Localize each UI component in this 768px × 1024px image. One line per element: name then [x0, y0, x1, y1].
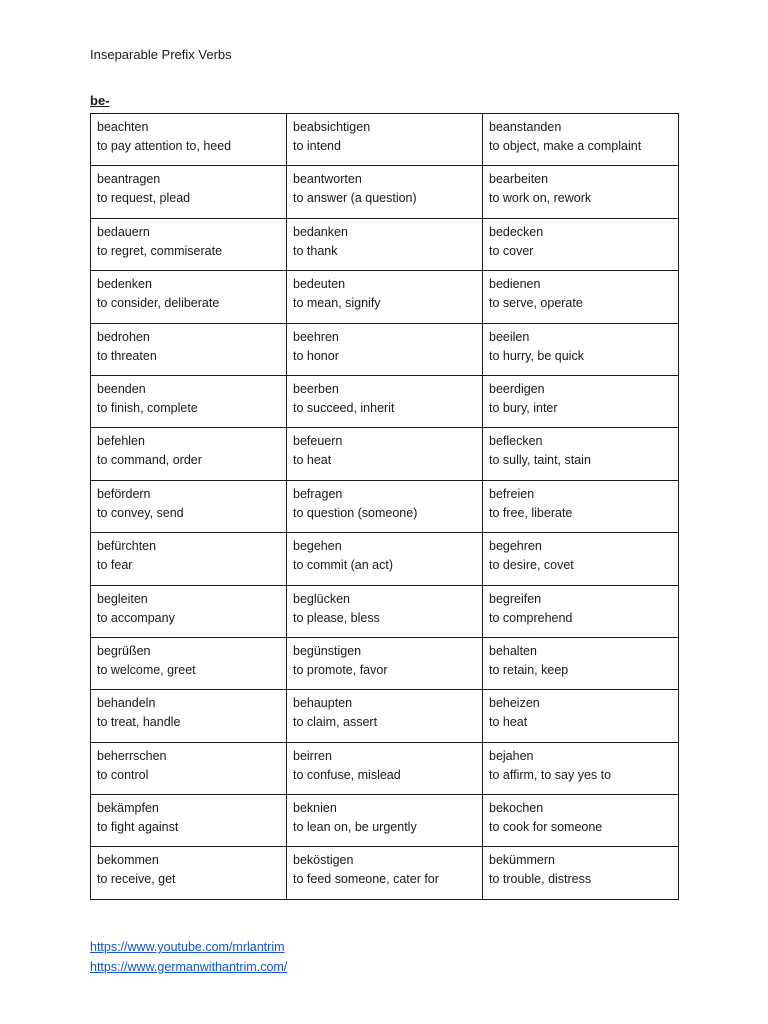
- english-meaning: to mean, signify: [293, 296, 381, 311]
- verb-cell: [91, 847, 287, 899]
- verb-cell: [483, 375, 679, 427]
- german-verb: beachten: [97, 120, 149, 134]
- english-meaning: to treat, handle: [97, 715, 181, 730]
- verb-cell: [91, 114, 287, 166]
- german-verb: begreifen: [489, 591, 542, 606]
- english-meaning: to claim, assert: [293, 715, 378, 730]
- german-verb: befehlen: [97, 434, 145, 449]
- verb-cell: [91, 690, 287, 742]
- german-verb: beenden: [97, 381, 146, 396]
- verb-cell: [483, 637, 679, 689]
- english-meaning: to free, liberate: [489, 505, 573, 520]
- verb-cell: [91, 428, 287, 480]
- verb-cell: [287, 585, 483, 637]
- german-verb: beantragen: [97, 172, 161, 187]
- verb-cell: [91, 742, 287, 794]
- english-meaning: to receive, get: [97, 872, 176, 887]
- german-verb: befeuern: [293, 434, 343, 449]
- english-meaning: to fear: [97, 558, 133, 573]
- verb-cell: [91, 585, 287, 637]
- verb-cell: [91, 795, 287, 847]
- english-meaning: to accompany: [97, 610, 175, 625]
- youtube-link[interactable]: https://www.youtube.com/mrlantrim: [90, 940, 285, 954]
- verb-cell: [483, 480, 679, 532]
- german-verb: bedauern: [97, 224, 150, 239]
- english-meaning: to consider, deliberate: [97, 296, 220, 311]
- german-verb: bedanken: [293, 224, 348, 239]
- verb-cell: [287, 166, 483, 218]
- english-meaning: to work on, rework: [489, 191, 592, 206]
- english-meaning: to honor: [293, 348, 339, 363]
- english-meaning: to fight against: [97, 820, 179, 835]
- english-meaning: to answer (a question): [293, 191, 417, 206]
- table-row: [91, 533, 679, 585]
- verb-cell: [287, 637, 483, 689]
- verb-cell: [287, 690, 483, 742]
- website-link[interactable]: https://www.germanwithantrim.com/: [90, 960, 288, 974]
- table-row: [91, 114, 679, 166]
- english-meaning: to feed someone, cater for: [293, 872, 439, 887]
- german-verb: begehren: [489, 539, 542, 554]
- english-meaning: to trouble, distress: [489, 872, 592, 887]
- verb-cell: [91, 375, 287, 427]
- german-verb: behaupten: [293, 696, 353, 711]
- table-row: [91, 375, 679, 427]
- german-verb: beirren: [293, 748, 332, 763]
- german-verb: beerben: [293, 381, 339, 396]
- german-verb: behalten: [489, 643, 537, 658]
- english-meaning: to succeed, inherit: [293, 400, 395, 415]
- english-meaning: to confuse, mislead: [293, 767, 401, 782]
- table-row: [91, 218, 679, 270]
- english-meaning: to serve, operate: [489, 296, 583, 311]
- german-verb: bekochen: [489, 801, 544, 816]
- german-verb: behandeln: [97, 696, 156, 711]
- english-meaning: to control: [97, 767, 149, 782]
- german-verb: beehren: [293, 329, 339, 344]
- verb-cell: [287, 114, 483, 166]
- german-verb: beheizen: [489, 696, 540, 711]
- english-meaning: to cook for someone: [489, 820, 603, 835]
- german-verb: begehen: [293, 539, 342, 554]
- german-verb: befragen: [293, 486, 343, 501]
- german-verb: bedecken: [489, 224, 544, 239]
- german-verb: bedeuten: [293, 277, 346, 292]
- verb-cell: [287, 428, 483, 480]
- german-verb: begrüßen: [97, 643, 151, 658]
- verb-cell: [287, 795, 483, 847]
- verb-cell: [483, 847, 679, 899]
- english-meaning: to cover: [489, 243, 534, 258]
- verb-cell: [483, 533, 679, 585]
- german-verb: bejahen: [489, 748, 534, 763]
- table-row: [91, 742, 679, 794]
- english-meaning: to promote, favor: [293, 662, 388, 677]
- links-block: [90, 937, 287, 977]
- verb-cell: [483, 742, 679, 794]
- english-meaning: to heat: [489, 715, 528, 730]
- english-meaning: to retain, keep: [489, 662, 569, 677]
- table-row: [91, 428, 679, 480]
- table-row: [91, 690, 679, 742]
- verb-cell: [91, 218, 287, 270]
- table-row: [91, 585, 679, 637]
- german-verb: beantworten: [293, 172, 362, 187]
- verb-cell: [287, 323, 483, 375]
- english-meaning: to object, make a complaint: [489, 139, 642, 153]
- document-title: Inseparable Prefix Verbs: [90, 47, 232, 62]
- german-verb: bekümmern: [489, 853, 555, 868]
- section-heading: be-: [90, 93, 110, 108]
- german-verb: bedenken: [97, 277, 152, 292]
- verb-cell: [287, 218, 483, 270]
- english-meaning: to threaten: [97, 348, 157, 363]
- german-verb: beflecken: [489, 434, 543, 449]
- verb-cell: [91, 480, 287, 532]
- english-meaning: to lean on, be urgently: [293, 820, 417, 835]
- table-row: [91, 166, 679, 218]
- verb-table: [90, 113, 679, 900]
- german-verb: bedrohen: [97, 329, 150, 344]
- german-verb: beeilen: [489, 329, 530, 344]
- german-verb: beknien: [293, 801, 337, 816]
- verb-cell: [483, 218, 679, 270]
- german-verb: beabsichtigen: [293, 120, 371, 134]
- verb-cell: [287, 847, 483, 899]
- german-verb: beanstanden: [489, 120, 562, 134]
- english-meaning: to sully, taint, stain: [489, 453, 591, 468]
- verb-cell: [483, 114, 679, 166]
- verb-cell: [483, 428, 679, 480]
- english-meaning: to commit (an act): [293, 558, 394, 573]
- english-meaning: to question (someone): [293, 505, 418, 520]
- german-verb: befördern: [97, 486, 151, 501]
- german-verb: begleiten: [97, 591, 148, 606]
- verb-cell: [91, 271, 287, 323]
- table-row: [91, 847, 679, 899]
- english-meaning: to command, order: [97, 453, 202, 468]
- english-meaning: to comprehend: [489, 610, 573, 625]
- english-meaning: to affirm, to say yes to: [489, 767, 612, 782]
- german-verb: beherrschen: [97, 748, 167, 763]
- verb-cell: [91, 323, 287, 375]
- german-verb: befürchten: [97, 539, 157, 554]
- english-meaning: to welcome, greet: [97, 662, 196, 677]
- english-meaning: to finish, complete: [97, 400, 198, 415]
- verb-cell: [483, 323, 679, 375]
- english-meaning: to thank: [293, 243, 338, 258]
- german-verb: bekämpfen: [97, 801, 159, 816]
- table-row: [91, 323, 679, 375]
- verb-cell: [483, 166, 679, 218]
- verb-cell: [91, 533, 287, 585]
- english-meaning: to heat: [293, 453, 332, 468]
- verb-cell: [483, 690, 679, 742]
- verb-cell: [287, 533, 483, 585]
- table-row: [91, 795, 679, 847]
- english-meaning: to desire, covet: [489, 558, 574, 573]
- verb-cell: [483, 585, 679, 637]
- table-row: [91, 271, 679, 323]
- english-meaning: to intend: [293, 139, 341, 153]
- verb-cell: [483, 795, 679, 847]
- table-row: [91, 637, 679, 689]
- english-meaning: to please, bless: [293, 610, 380, 625]
- verb-cell: [483, 271, 679, 323]
- verb-cell: [91, 637, 287, 689]
- german-verb: beerdigen: [489, 381, 545, 396]
- verb-cell: [287, 271, 483, 323]
- verb-table-body: [91, 114, 679, 900]
- english-meaning: to regret, commiserate: [97, 243, 223, 258]
- english-meaning: to hurry, be quick: [489, 348, 584, 363]
- german-verb: bedienen: [489, 277, 541, 292]
- german-verb: beglücken: [293, 591, 350, 606]
- english-meaning: to convey, send: [97, 505, 184, 520]
- german-verb: bearbeiten: [489, 172, 549, 187]
- german-verb: befreien: [489, 486, 535, 501]
- verb-cell: [91, 166, 287, 218]
- english-meaning: to bury, inter: [489, 400, 558, 415]
- english-meaning: to request, plead: [97, 191, 191, 206]
- german-verb: bekommen: [97, 853, 159, 868]
- english-meaning: to pay attention to, heed: [97, 139, 232, 153]
- verb-cell: [287, 375, 483, 427]
- german-verb: begünstigen: [293, 643, 362, 658]
- verb-cell: [287, 480, 483, 532]
- table-row: [91, 480, 679, 532]
- verb-cell: [287, 742, 483, 794]
- german-verb: beköstigen: [293, 853, 354, 868]
